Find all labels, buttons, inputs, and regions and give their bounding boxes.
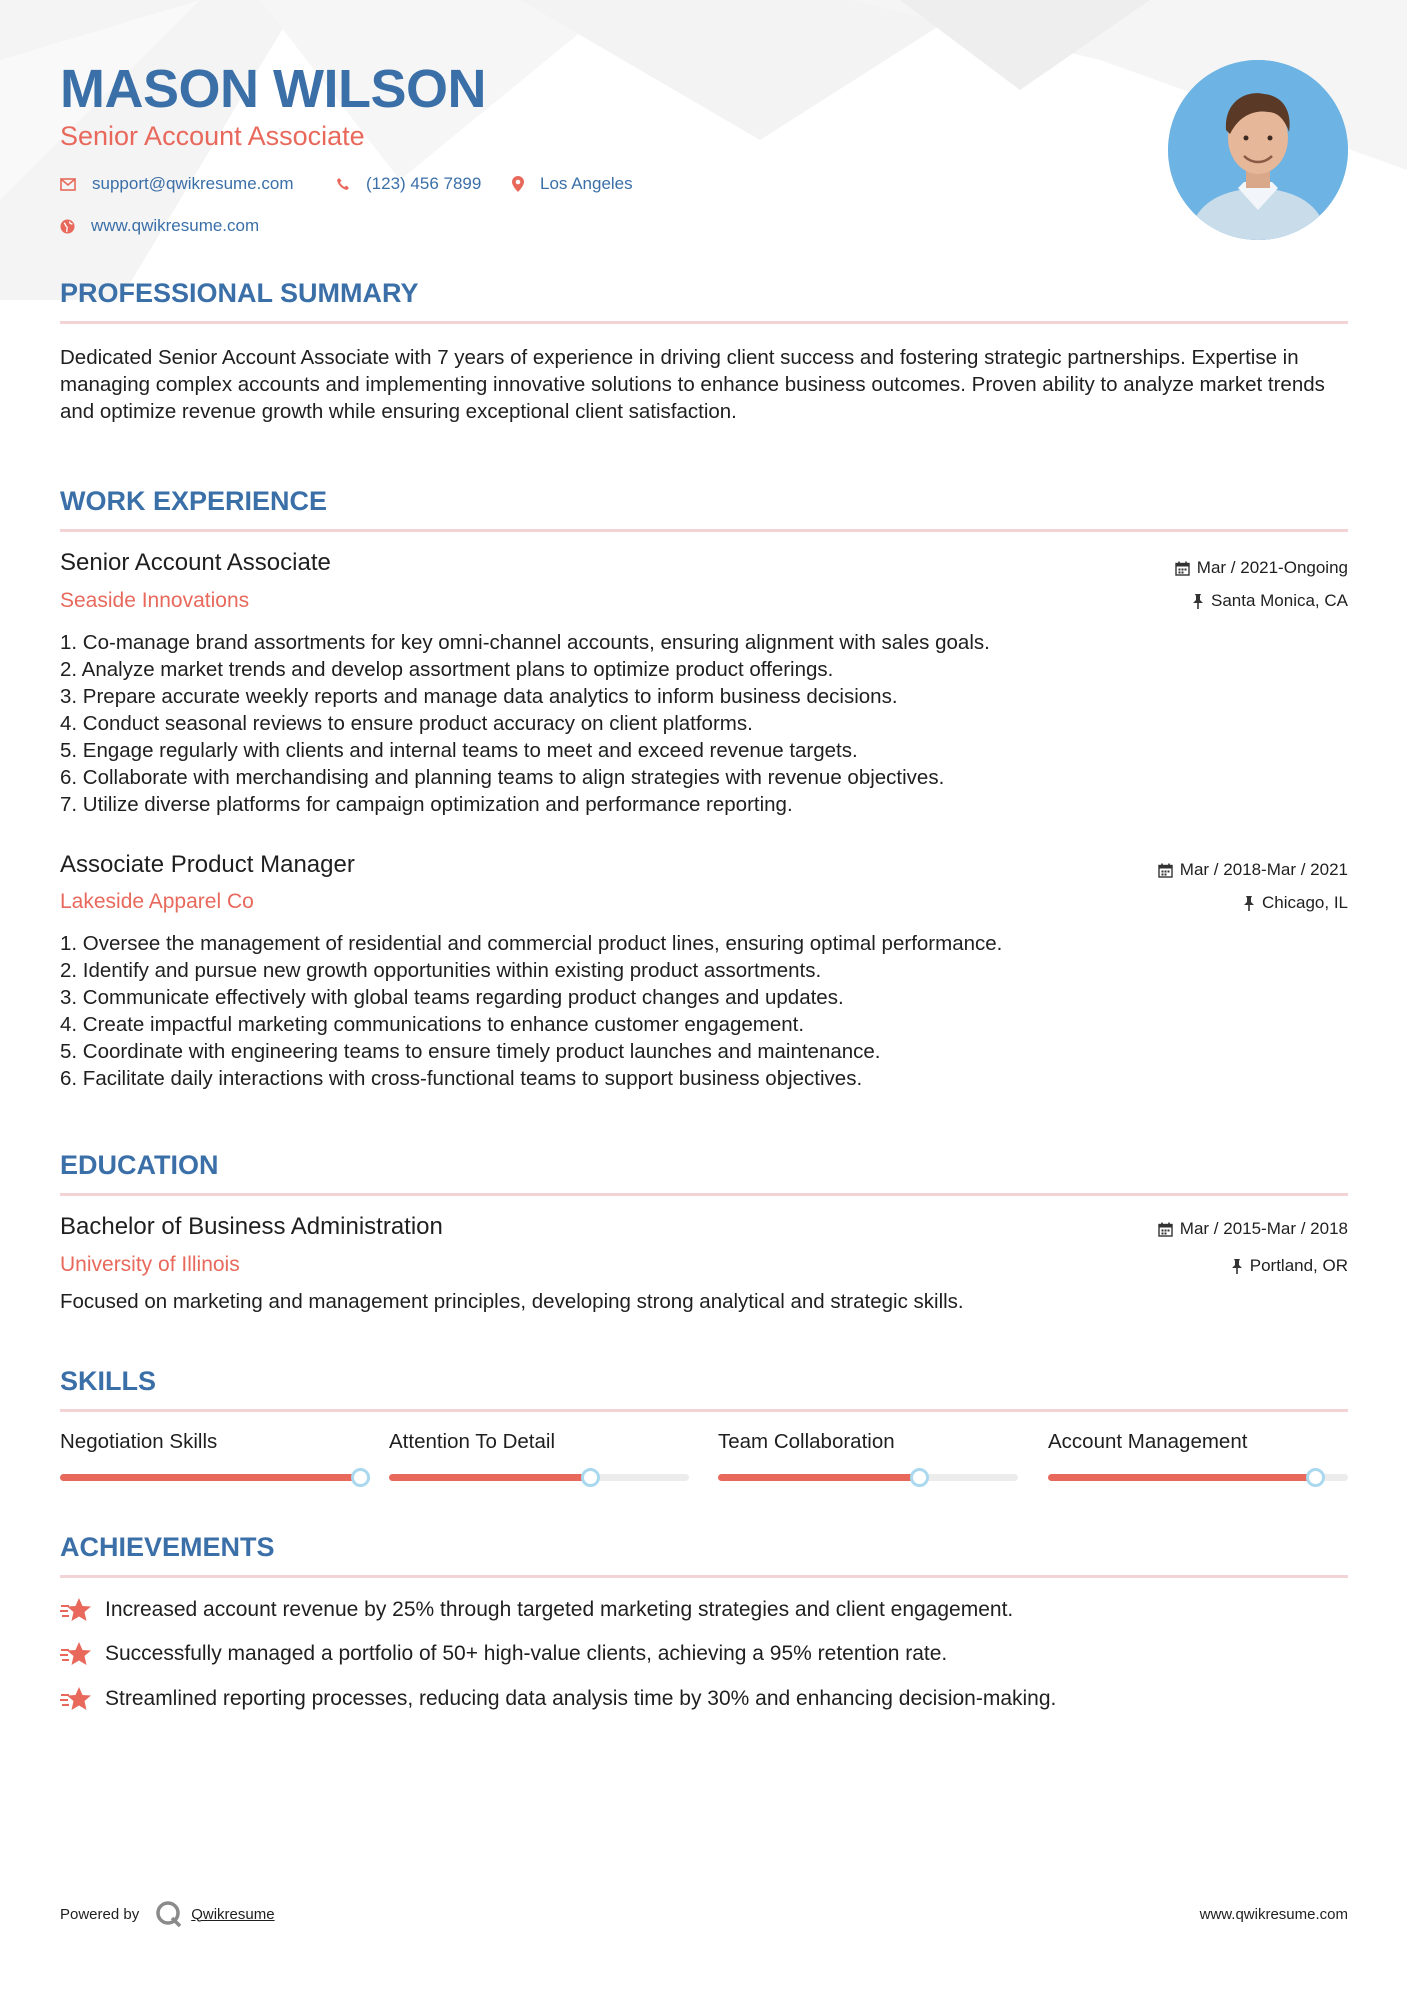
calendar-icon	[1175, 561, 1190, 576]
calendar-icon	[1158, 1222, 1173, 1237]
pin-icon	[1243, 896, 1255, 911]
education-location	[1231, 1256, 1348, 1276]
degree-title: Bachelor of Business Administration	[60, 1213, 443, 1240]
contact-email[interactable]	[60, 174, 294, 194]
skill-item	[718, 1430, 1018, 1454]
education-location-text: Portland, OR	[1249, 1256, 1348, 1275]
list-item: 4. Create impactful marketing communications to enhance customer engagement.	[60, 1013, 805, 1036]
job-title: Associate Product Manager	[60, 851, 355, 878]
education-dates	[1158, 1219, 1348, 1239]
footer-website[interactable]: www.qwikresume.com	[1199, 1906, 1348, 1923]
achievement-item	[60, 1686, 1056, 1712]
email-text[interactable]: support@qwikresume.com	[92, 174, 294, 193]
job-dates-text: Mar / 2018-Mar / 2021	[1179, 860, 1348, 879]
website-text[interactable]: www.qwikresume.com	[91, 216, 260, 235]
skill-bar	[1048, 1474, 1348, 1481]
avatar-illustration	[1168, 60, 1348, 240]
skill-bar-knob	[910, 1468, 929, 1487]
achievement-item	[60, 1641, 947, 1667]
job-location-text: Chicago, IL	[1262, 893, 1348, 912]
footer-powered-by	[60, 1900, 275, 1928]
globe-icon	[60, 219, 75, 234]
job-company: Seaside Innovations	[60, 589, 250, 612]
achievement-text: Streamlined reporting processes, reducing data analysis time by 30% and enhancing decision-making.	[105, 1687, 1057, 1710]
location-text: Los Angeles	[540, 174, 633, 193]
skill-item	[60, 1430, 360, 1454]
candidate-role: Senior Account Associate	[60, 121, 365, 151]
achievement-text: Successfully managed a portfolio of 50+ high-value clients, achieving a 95% retention rate.	[105, 1642, 948, 1665]
phone-icon	[336, 177, 350, 191]
map-pin-icon	[512, 176, 524, 192]
achievement-item	[60, 1597, 1013, 1623]
education-dates-text: Mar / 2015-Mar / 2018	[1179, 1219, 1348, 1238]
job-bullets	[60, 629, 1350, 818]
skill-bar	[60, 1474, 360, 1481]
qwikresume-link[interactable]: Qwikresume	[191, 1905, 275, 1923]
skill-bar-fill	[718, 1474, 919, 1481]
list-item: 5. Coordinate with engineering teams to ensure timely product launches and maintenance.	[60, 1040, 881, 1063]
job-dates	[1158, 860, 1348, 880]
skill-bar-knob	[581, 1468, 600, 1487]
skill-bar-fill	[1048, 1474, 1315, 1481]
job-title: Senior Account Associate	[60, 549, 331, 576]
list-item: 6. Facilitate daily interactions with cross-functional teams to support business objectives.	[60, 1067, 863, 1090]
summary-text: Dedicated Senior Account Associate with 7 years of experience in driving client success and fostering strategic partnerships. Expertise in managing complex accounts and implementing innovative solutions to enhance business outcomes. Proven ability to analyze market trends and optimize revenue growth while ensuring exceptional client satisfaction.	[60, 346, 1325, 423]
job-dates	[1175, 558, 1348, 578]
list-item: 3. Communicate effectively with global teams regarding product changes and updates.	[60, 986, 844, 1009]
education-heading: EDUCATION	[60, 1150, 219, 1180]
school-name: University of Illinois	[60, 1253, 240, 1276]
list-item: 4. Conduct seasonal reviews to ensure product accuracy on client platforms.	[60, 712, 753, 735]
skill-name: Negotiation Skills	[60, 1430, 218, 1453]
skill-bar-fill	[389, 1474, 590, 1481]
list-item: 2. Analyze market trends and develop assortment plans to optimize product offerings.	[60, 658, 834, 681]
list-item: 1. Co-manage brand assortments for key omni-channel accounts, ensuring alignment with sales goals.	[60, 631, 990, 654]
skill-name: Team Collaboration	[718, 1430, 895, 1453]
contact-phone[interactable]	[336, 174, 481, 194]
calendar-icon	[1158, 863, 1173, 878]
skill-name: Account Management	[1048, 1430, 1248, 1453]
powered-by-label: Powered by	[60, 1905, 140, 1923]
pin-icon	[1231, 1259, 1243, 1274]
skill-item	[1048, 1430, 1348, 1454]
achievements-divider	[60, 1575, 1348, 1578]
skill-bar-knob	[351, 1468, 370, 1487]
envelope-icon	[60, 178, 76, 191]
star-icon	[60, 1597, 92, 1623]
skill-bar	[389, 1474, 689, 1481]
summary-divider	[60, 321, 1348, 324]
achievement-text: Increased account revenue by 25% through targeted marketing strategies and client engagement.	[105, 1598, 1014, 1621]
list-item: 5. Engage regularly with clients and internal teams to meet and exceed revenue targets.	[60, 739, 858, 762]
experience-divider	[60, 529, 1348, 532]
skill-item	[389, 1430, 689, 1454]
achievements-heading: ACHIEVEMENTS	[60, 1532, 275, 1562]
experience-heading: WORK EXPERIENCE	[60, 486, 328, 516]
education-divider	[60, 1193, 1348, 1196]
job-company: Lakeside Apparel Co	[60, 890, 254, 913]
qwikresume-logo-icon	[155, 1900, 183, 1928]
skill-name: Attention To Detail	[389, 1430, 556, 1453]
job-location	[1192, 591, 1348, 611]
education-description: Focused on marketing and management principles, developing strong analytical and strategic skills.	[60, 1290, 964, 1313]
profile-photo	[1168, 60, 1348, 240]
list-item: 2. Identify and pursue new growth opportunities within existing product assortments.	[60, 959, 822, 982]
candidate-name: MASON WILSON	[60, 59, 486, 119]
pin-icon	[1192, 594, 1204, 609]
list-item: 7. Utilize diverse platforms for campaign optimization and performance reporting.	[60, 793, 793, 816]
list-item: 1. Oversee the management of residential and commercial product lines, ensuring optimal performance.	[60, 932, 1003, 955]
summary-heading: PROFESSIONAL SUMMARY	[60, 278, 419, 308]
skills-heading: SKILLS	[60, 1366, 157, 1396]
job-dates-text: Mar / 2021-Ongoing	[1196, 558, 1348, 577]
skills-divider	[60, 1409, 1348, 1412]
job-bullets	[60, 930, 1350, 1092]
list-item: 6. Collaborate with merchandising and planning teams to align strategies with revenue objectives.	[60, 766, 945, 789]
job-location-text: Santa Monica, CA	[1210, 591, 1348, 610]
star-icon	[60, 1686, 92, 1712]
skill-bar-knob	[1306, 1468, 1325, 1487]
contact-website[interactable]	[60, 216, 259, 236]
skill-bar-fill	[60, 1474, 360, 1481]
contact-location	[512, 174, 633, 194]
list-item: 3. Prepare accurate weekly reports and manage data analytics to inform business decisions.	[60, 685, 898, 708]
skill-bar	[718, 1474, 1018, 1481]
star-icon	[60, 1641, 92, 1667]
phone-text[interactable]: (123) 456 7899	[366, 174, 482, 193]
job-location	[1243, 893, 1348, 913]
